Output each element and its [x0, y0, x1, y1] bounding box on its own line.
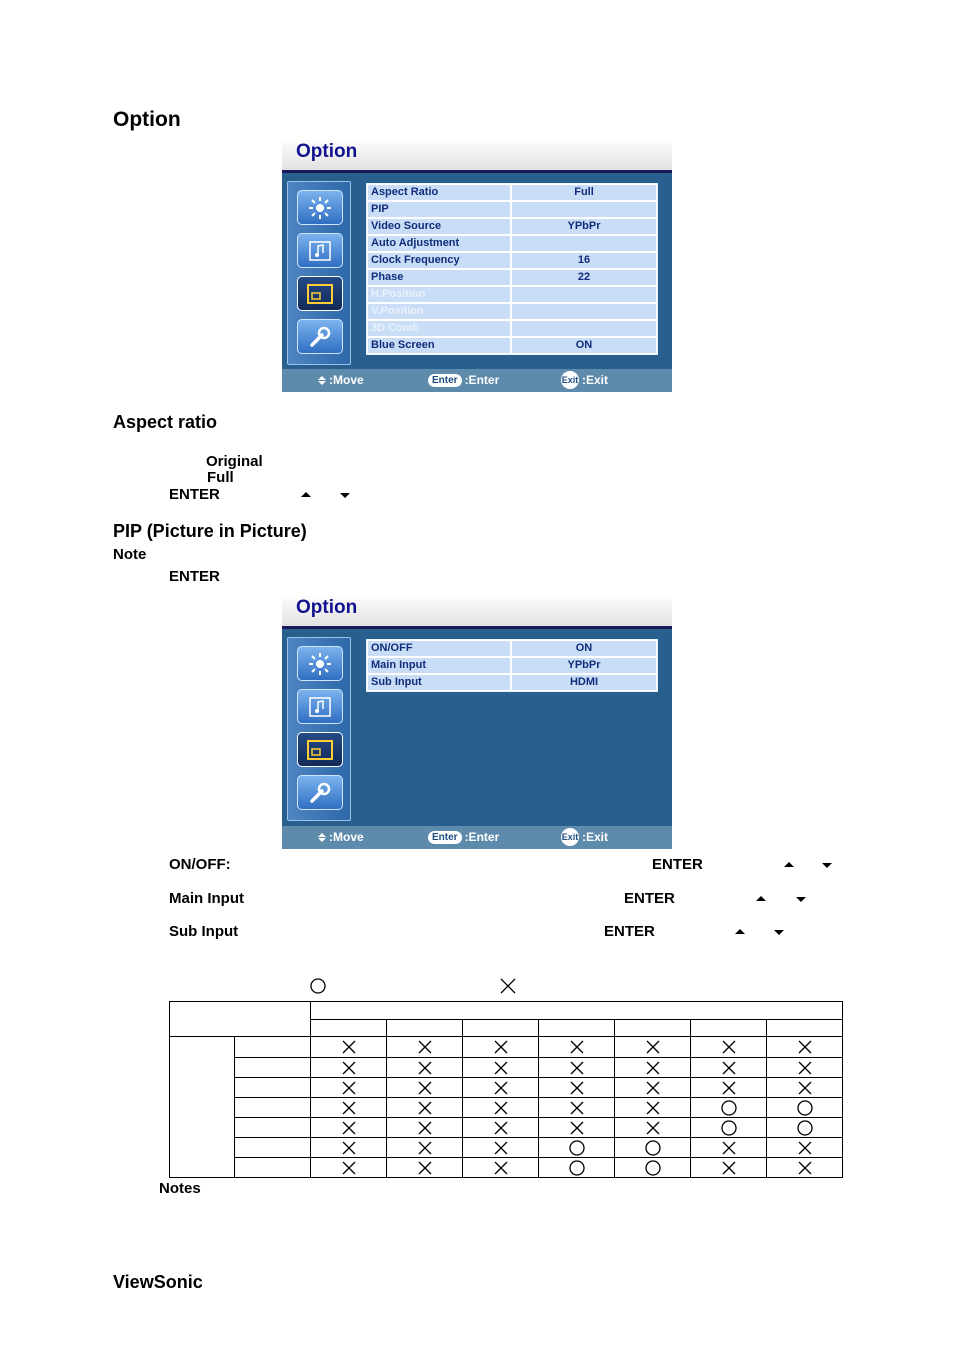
cross-icon [492, 1139, 510, 1157]
osd-title: Option [296, 141, 358, 162]
cross-icon [796, 1159, 814, 1177]
sub-input-label: Sub Input [169, 923, 239, 940]
osd-row-video-source[interactable]: Video Source YPbPr [367, 218, 657, 235]
table-cell [311, 1118, 387, 1138]
cross-icon [416, 1038, 434, 1056]
table-cell [615, 1037, 691, 1058]
cross-icon [644, 1119, 662, 1137]
cross-icon [568, 1059, 586, 1077]
table-row [170, 1078, 843, 1098]
enter-key-icon: Enter [428, 374, 462, 387]
brightness-icon[interactable] [297, 646, 343, 681]
move-icon [318, 833, 326, 842]
cross-icon [340, 1038, 358, 1056]
table-cell [387, 1158, 463, 1178]
osd-row-aspect-ratio[interactable]: Aspect Ratio Full [367, 184, 657, 201]
table-cell [767, 1037, 843, 1058]
osd-header [282, 596, 672, 626]
cross-icon [340, 1059, 358, 1077]
column-header-cell [387, 1020, 463, 1037]
exit-key-icon: Exit [561, 371, 579, 389]
cross-icon [492, 1159, 510, 1177]
osd-sidebar [287, 637, 351, 821]
table-cell [691, 1037, 767, 1058]
cross-icon [796, 1059, 814, 1077]
up-arrow-icon [301, 492, 311, 497]
table-cell [615, 1098, 691, 1118]
option-icon[interactable] [297, 276, 343, 311]
audio-icon[interactable] [297, 689, 343, 724]
column-header-cell [691, 1020, 767, 1037]
table-cell [691, 1118, 767, 1138]
cross-icon [720, 1159, 738, 1177]
cross-icon [720, 1139, 738, 1157]
cross-icon [492, 1119, 510, 1137]
osd-row-clock-frequency[interactable]: Clock Frequency 16 [367, 252, 657, 269]
osd-sidebar [287, 181, 351, 365]
table-cell [387, 1098, 463, 1118]
table-row [170, 1037, 843, 1058]
table-row [170, 1138, 843, 1158]
column-header-cell [767, 1020, 843, 1037]
osd-header [282, 140, 672, 170]
onoff-label: ON/OFF: [169, 856, 231, 873]
table-cell [767, 1118, 843, 1138]
cross-icon [568, 1099, 586, 1117]
cross-icon [416, 1139, 434, 1157]
move-icon [318, 376, 326, 385]
table-cell [539, 1037, 615, 1058]
table-cell [387, 1078, 463, 1098]
row-label-cell [235, 1158, 311, 1178]
table-cell [615, 1078, 691, 1098]
cross-icon [796, 1038, 814, 1056]
circle-icon [568, 1159, 586, 1177]
cross-icon [340, 1159, 358, 1177]
column-header-cell [615, 1020, 691, 1037]
table-cell [311, 1158, 387, 1178]
table-cell [691, 1138, 767, 1158]
table-cell [615, 1138, 691, 1158]
down-arrow-icon [340, 493, 350, 498]
osd-row-auto-adjustment[interactable]: Auto Adjustment [367, 235, 657, 252]
cross-icon [796, 1139, 814, 1157]
brightness-icon[interactable] [297, 190, 343, 225]
cross-icon [416, 1119, 434, 1137]
table-cell [311, 1078, 387, 1098]
circle-icon [720, 1119, 738, 1137]
table-cell [539, 1098, 615, 1118]
table-cell [539, 1158, 615, 1178]
osd-row-phase[interactable]: Phase 22 [367, 269, 657, 286]
table-cell [311, 1138, 387, 1158]
up-arrow-icon [735, 929, 745, 934]
cross-icon [492, 1038, 510, 1056]
cross-icon [499, 977, 517, 995]
osd-row-h-position: H.Position [367, 286, 657, 303]
table-cell [767, 1098, 843, 1118]
up-arrow-icon [756, 896, 766, 901]
down-arrow-icon [796, 897, 806, 902]
wrench-icon[interactable] [297, 319, 343, 354]
down-arrow-icon [822, 863, 832, 868]
column-header-cell [463, 1020, 539, 1037]
table-cell [311, 1058, 387, 1078]
notes-label: Notes [159, 1180, 201, 1197]
cross-icon [720, 1079, 738, 1097]
table-cell [615, 1118, 691, 1138]
table-cell [463, 1098, 539, 1118]
osd-footer: :Move Enter :Enter Exit :Exit [282, 826, 672, 849]
osd-settings-table [366, 183, 658, 355]
table-cell [387, 1138, 463, 1158]
cross-icon [568, 1038, 586, 1056]
aspect-option-full: Full [207, 469, 234, 486]
osd-menu-pip [282, 596, 672, 849]
circle-icon [568, 1139, 586, 1157]
osd-row-sub-input[interactable]: Sub Input HDMI [367, 674, 657, 691]
brand-footer: ViewSonic [113, 1272, 203, 1292]
table-cell [539, 1138, 615, 1158]
cross-icon [416, 1059, 434, 1077]
cross-icon [492, 1099, 510, 1117]
table-cell [691, 1098, 767, 1118]
osd-row-blue-screen[interactable]: Blue Screen ON [367, 337, 657, 354]
cross-icon [644, 1099, 662, 1117]
osd-menu-option [282, 140, 672, 392]
wrench-icon[interactable] [297, 775, 343, 810]
circle-icon [796, 1119, 814, 1137]
cross-icon [796, 1079, 814, 1097]
table-cell [767, 1158, 843, 1178]
column-header-cell [311, 1020, 387, 1037]
exit-key-icon: Exit [561, 828, 579, 846]
table-cell [691, 1058, 767, 1078]
table-cell [615, 1158, 691, 1178]
table-cell [463, 1078, 539, 1098]
down-arrow-icon [774, 930, 784, 935]
table-row [170, 1118, 843, 1138]
cross-icon [492, 1059, 510, 1077]
table-cell [615, 1058, 691, 1078]
column-header-cell [539, 1020, 615, 1037]
cross-icon [340, 1079, 358, 1097]
cross-icon [720, 1038, 738, 1056]
sub-input-enter-key: ENTER [604, 923, 655, 940]
cross-icon [340, 1139, 358, 1157]
table-row [170, 1098, 843, 1118]
osd-title: Option [296, 597, 358, 618]
table-cell [387, 1118, 463, 1138]
cross-icon [416, 1099, 434, 1117]
cross-icon [416, 1159, 434, 1177]
osd-pip-table [366, 639, 658, 692]
row-label-cell [235, 1098, 311, 1118]
table-cell [463, 1158, 539, 1178]
main-input-label: Main Input [169, 890, 244, 907]
osd-footer: :Move Enter :Enter Exit :Exit [282, 369, 672, 392]
row-label-cell [235, 1037, 311, 1058]
page-title: Option [113, 108, 181, 131]
table-cell [311, 1037, 387, 1058]
up-arrow-icon [784, 862, 794, 867]
aspect-option-original: Original [206, 453, 263, 470]
table-cell [463, 1037, 539, 1058]
row-label-cell [235, 1138, 311, 1158]
table-cell [463, 1138, 539, 1158]
circle-icon [309, 977, 327, 995]
osd-row-pip[interactable]: PIP [367, 201, 657, 218]
table-cell [539, 1118, 615, 1138]
circle-icon [796, 1099, 814, 1117]
table-cell [539, 1078, 615, 1098]
osd-row-v-position: V.Position [367, 303, 657, 320]
circle-icon [644, 1159, 662, 1177]
row-group-cell [170, 1037, 235, 1178]
onoff-enter-key: ENTER [652, 856, 703, 873]
osd-row-3d-comb: 3D Comb [367, 320, 657, 337]
row-label-cell [235, 1058, 311, 1078]
osd-row-on-off[interactable]: ON/OFF ON [367, 640, 657, 657]
table-cell [463, 1118, 539, 1138]
aspect-ratio-heading: Aspect ratio [113, 412, 218, 432]
table-row [170, 1158, 843, 1178]
row-label-cell [235, 1078, 311, 1098]
table-cell [691, 1078, 767, 1098]
row-label-cell [235, 1118, 311, 1138]
table-row [170, 1058, 843, 1078]
cross-icon [340, 1119, 358, 1137]
table-header-cell [311, 1002, 843, 1020]
table-cell [539, 1058, 615, 1078]
main-input-enter-key: ENTER [624, 890, 675, 907]
cross-icon [644, 1079, 662, 1097]
aspect-enter-key: ENTER [169, 486, 220, 503]
cross-icon [644, 1059, 662, 1077]
option-icon[interactable] [297, 732, 343, 767]
pip-enter-key: ENTER [169, 568, 220, 585]
audio-icon[interactable] [297, 233, 343, 268]
cross-icon [340, 1099, 358, 1117]
osd-row-main-input[interactable]: Main Input YPbPr [367, 657, 657, 674]
table-corner-cell [170, 1002, 311, 1037]
table-cell [767, 1058, 843, 1078]
enter-key-icon: Enter [428, 831, 462, 844]
table-cell [767, 1138, 843, 1158]
pip-note-label: Note [113, 546, 147, 563]
table-cell [387, 1058, 463, 1078]
cross-icon [644, 1038, 662, 1056]
pip-heading: PIP (Picture in Picture) [113, 521, 307, 541]
compatibility-table [169, 1001, 843, 1178]
circle-icon [644, 1139, 662, 1157]
cross-icon [416, 1079, 434, 1097]
cross-icon [492, 1079, 510, 1097]
cross-icon [568, 1119, 586, 1137]
table-cell [691, 1158, 767, 1178]
cross-icon [720, 1059, 738, 1077]
table-cell [311, 1098, 387, 1118]
circle-icon [720, 1099, 738, 1117]
table-cell [767, 1078, 843, 1098]
table-cell [463, 1058, 539, 1078]
table-cell [387, 1037, 463, 1058]
cross-icon [568, 1079, 586, 1097]
